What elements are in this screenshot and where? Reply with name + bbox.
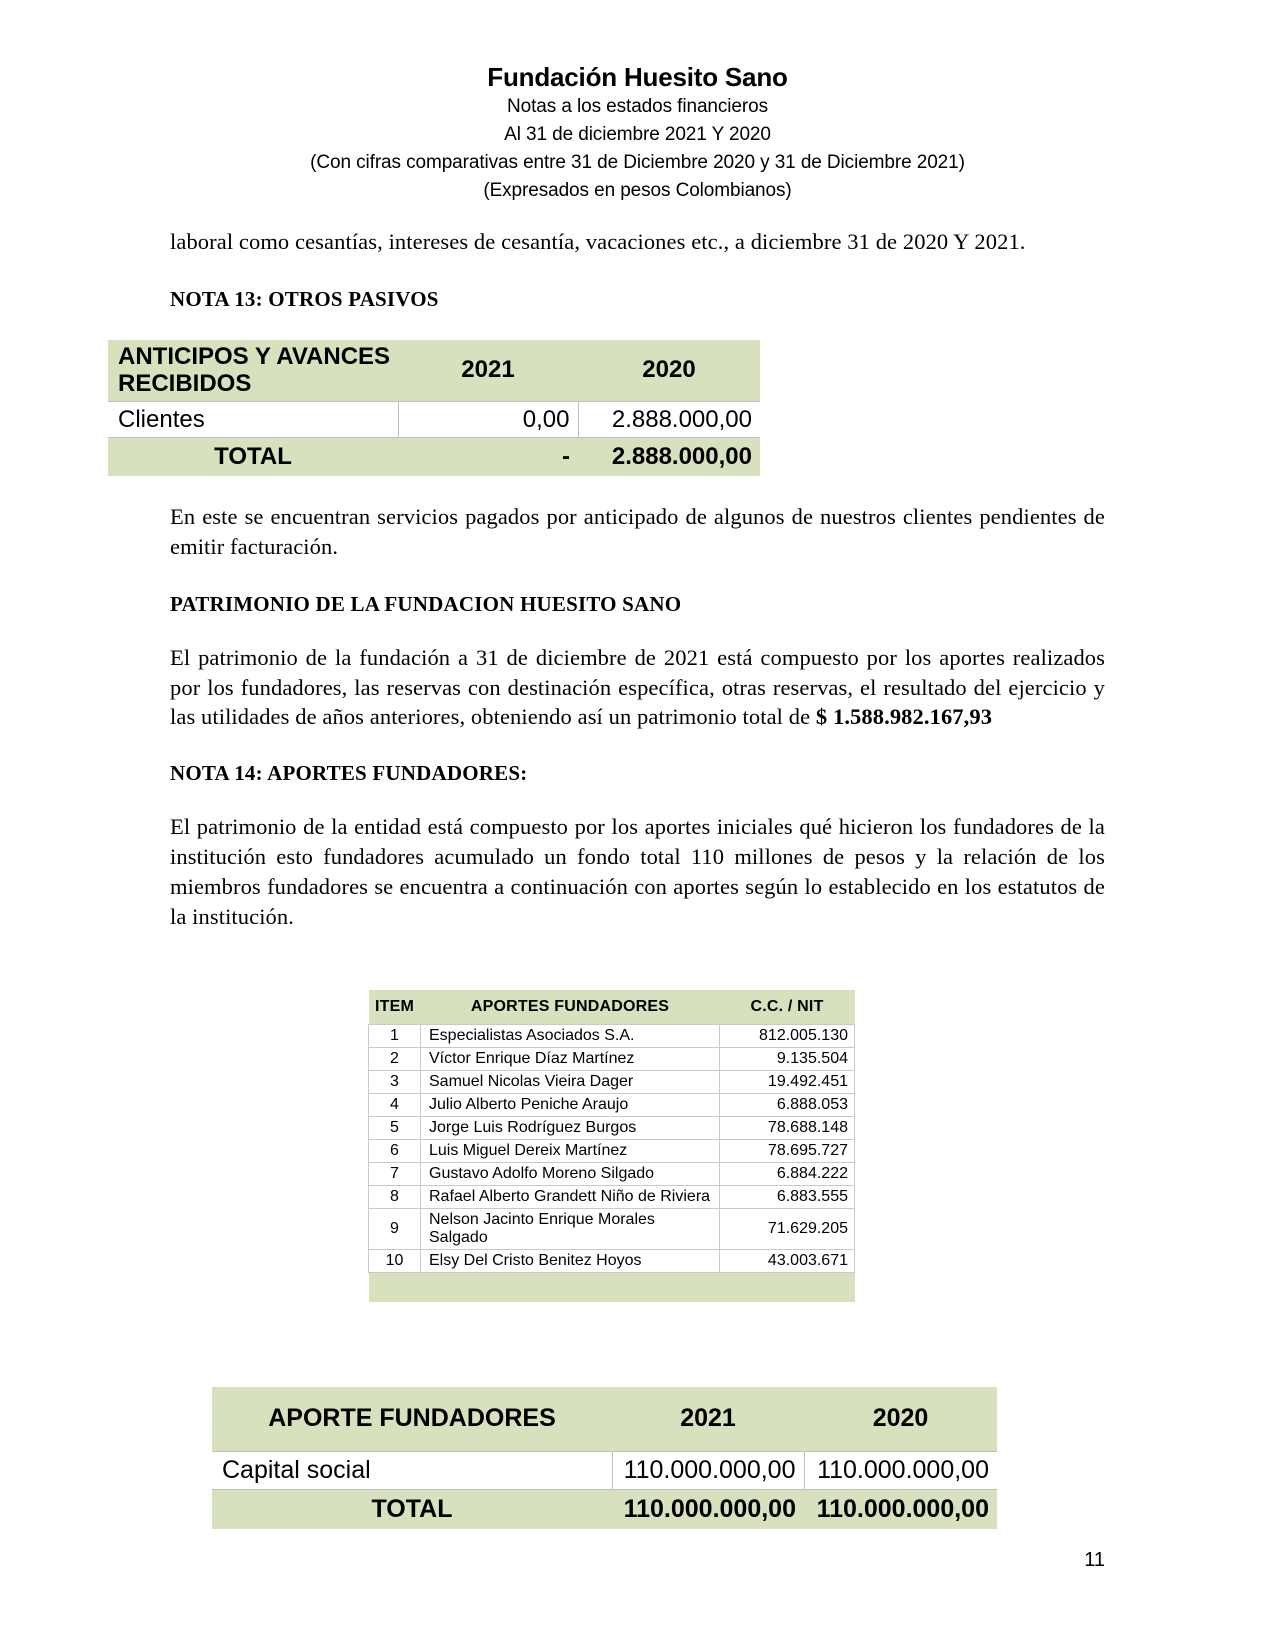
column-header-aportes-fundadores: APORTES FUNDADORES — [421, 990, 720, 1024]
row-label-capital-social: Capital social — [212, 1451, 612, 1489]
filler-cell — [421, 1272, 720, 1302]
column-header-cc-nit: C.C. / NIT — [720, 990, 855, 1024]
row-founder-name: Jorge Luis Rodríguez Burgos — [421, 1116, 720, 1139]
total-2020-value: 110.000.000,00 — [804, 1489, 997, 1529]
row-item-number: 5 — [369, 1116, 421, 1139]
row-founder-nit: 43.003.671 — [720, 1249, 855, 1272]
table-aportes-fundadores-list — [368, 990, 855, 1302]
row-item-number: 2 — [369, 1047, 421, 1070]
fundadores-rows — [369, 1024, 855, 1302]
nota-13-heading: NOTA 13: OTROS PASIVOS — [170, 286, 439, 311]
table-row — [369, 1116, 855, 1139]
row-founder-name: Nelson Jacinto Enrique Morales Salgado — [421, 1208, 720, 1249]
table-header-row — [369, 990, 855, 1024]
total-label: TOTAL — [212, 1489, 612, 1529]
filler-cell — [720, 1272, 855, 1302]
patrimonio-heading: PATRIMONIO DE LA FUNDACION HUESITO SANO — [170, 591, 682, 616]
table-row — [369, 1249, 855, 1272]
document-content-middle — [0, 502, 1275, 932]
document-header — [0, 0, 1275, 205]
column-header-2020: 2020 — [578, 340, 760, 402]
row-item-number: 8 — [369, 1185, 421, 1208]
nota-14-heading: NOTA 14: APORTES FUNDADORES: — [170, 761, 528, 786]
anticipos-explanation-paragraph: En este se encuentran servicios pagados por anticipado de algunos de nuestros clientes pendientes de emitir facturación. — [170, 503, 1105, 559]
column-header-2021: 2021 — [612, 1387, 804, 1451]
row-founder-name: Julio Alberto Peniche Araujo — [421, 1093, 720, 1116]
header-subtitle-line-1: Notas a los estados financieros — [507, 96, 768, 118]
total-label: TOTAL — [108, 438, 398, 476]
table-anticipos-y-avances — [108, 340, 760, 476]
column-header-concept: ANTICIPOS Y AVANCES RECIBIDOS — [108, 340, 398, 402]
row-item-number: 9 — [369, 1208, 421, 1249]
clientes-2021-value: 0,00 — [398, 402, 578, 438]
row-founder-name: Gustavo Adolfo Moreno Silgado — [421, 1162, 720, 1185]
row-founder-name: Luis Miguel Dereix Martínez — [421, 1139, 720, 1162]
table-row — [369, 1208, 855, 1249]
row-item-number: 6 — [369, 1139, 421, 1162]
table-row — [108, 402, 760, 438]
row-founder-nit: 71.629.205 — [720, 1208, 855, 1249]
row-founder-name: Elsy Del Cristo Benitez Hoyos — [421, 1249, 720, 1272]
table-header-row — [212, 1387, 997, 1451]
row-founder-nit: 78.695.727 — [720, 1139, 855, 1162]
table-row — [369, 1093, 855, 1116]
nota-14-paragraph: El patrimonio de la entidad está compuesto por los aportes iniciales qué hicieron los fundadores de la institución esto fundadores acumulado un fondo total 110 millones de pesos y la relación de los miembros fundadores se encuentra a continuación con aportes según lo establecido en los estatutos de la institución. — [170, 814, 1105, 930]
row-founder-name: Rafael Alberto Grandett Niño de Riviera — [421, 1185, 720, 1208]
row-founder-name: Especialistas Asociados S.A. — [421, 1024, 720, 1047]
total-2021-value: - — [398, 438, 578, 476]
row-founder-nit: 9.135.504 — [720, 1047, 855, 1070]
row-founder-name: Víctor Enrique Díaz Martínez — [421, 1047, 720, 1070]
table-row — [212, 1451, 997, 1489]
continued-paragraph: laboral como cesantías, intereses de cesantía, vacaciones etc., a diciembre 31 de 2020 Y 2021. — [170, 228, 1026, 254]
table-aporte-fundadores-totals — [212, 1387, 997, 1529]
row-item-number: 4 — [369, 1093, 421, 1116]
header-subtitle-line-2: Al 31 de diciembre 2021 Y 2020 — [504, 124, 771, 146]
column-header-2020: 2020 — [804, 1387, 997, 1451]
table-row — [369, 1185, 855, 1208]
table-filler-row — [369, 1272, 855, 1302]
filler-cell — [369, 1272, 421, 1302]
table-row — [369, 1070, 855, 1093]
organization-title: Fundación Huesito Sano — [487, 62, 788, 92]
row-founder-nit: 812.005.130 — [720, 1024, 855, 1047]
table-row — [369, 1139, 855, 1162]
table-header-row — [108, 340, 760, 402]
row-item-number: 7 — [369, 1162, 421, 1185]
row-founder-nit: 6.888.053 — [720, 1093, 855, 1116]
row-founder-nit: 19.492.451 — [720, 1070, 855, 1093]
capital-social-2021-value: 110.000.000,00 — [612, 1451, 804, 1489]
total-2021-value: 110.000.000,00 — [612, 1489, 804, 1529]
row-item-number: 10 — [369, 1249, 421, 1272]
patrimonio-paragraph-text: El patrimonio de la fundación a 31 de diciembre de 2021 está compuesto por los aportes realizados por los fundadores, las reservas con destinación específica, otras reservas, el resultado del ejercicio y las utilidades de años anteriores, obteniendo así un patrimonio total de — [170, 644, 1105, 730]
document-content — [0, 227, 1275, 312]
clientes-2020-value: 2.888.000,00 — [578, 402, 760, 438]
row-label-clientes: Clientes — [108, 402, 398, 438]
table-total-row — [212, 1489, 997, 1529]
row-founder-nit: 6.883.555 — [720, 1185, 855, 1208]
capital-social-2020-value: 110.000.000,00 — [804, 1451, 997, 1489]
total-2020-value: 2.888.000,00 — [578, 438, 760, 476]
table-row — [369, 1162, 855, 1185]
column-header-item: ITEM — [369, 990, 421, 1024]
patrimonio-paragraph — [170, 643, 1105, 733]
table-row — [369, 1047, 855, 1070]
header-subtitle-line-4: (Expresados en pesos Colombianos) — [483, 179, 792, 201]
table-row — [369, 1024, 855, 1047]
column-header-concept: APORTE FUNDADORES — [212, 1387, 612, 1451]
page-number: 11 — [1084, 1549, 1105, 1571]
row-item-number: 1 — [369, 1024, 421, 1047]
column-header-2021: 2021 — [398, 340, 578, 402]
header-subtitle-line-3: (Con cifras comparativas entre 31 de Diciembre 2020 y 31 de Diciembre 2021) — [310, 152, 965, 174]
patrimonio-total-amount: $ 1.588.982.167,93 — [815, 704, 993, 730]
row-founder-name: Samuel Nicolas Vieira Dager — [421, 1070, 720, 1093]
row-founder-nit: 78.688.148 — [720, 1116, 855, 1139]
table-total-row — [108, 438, 760, 476]
row-founder-nit: 6.884.222 — [720, 1162, 855, 1185]
row-item-number: 3 — [369, 1070, 421, 1093]
